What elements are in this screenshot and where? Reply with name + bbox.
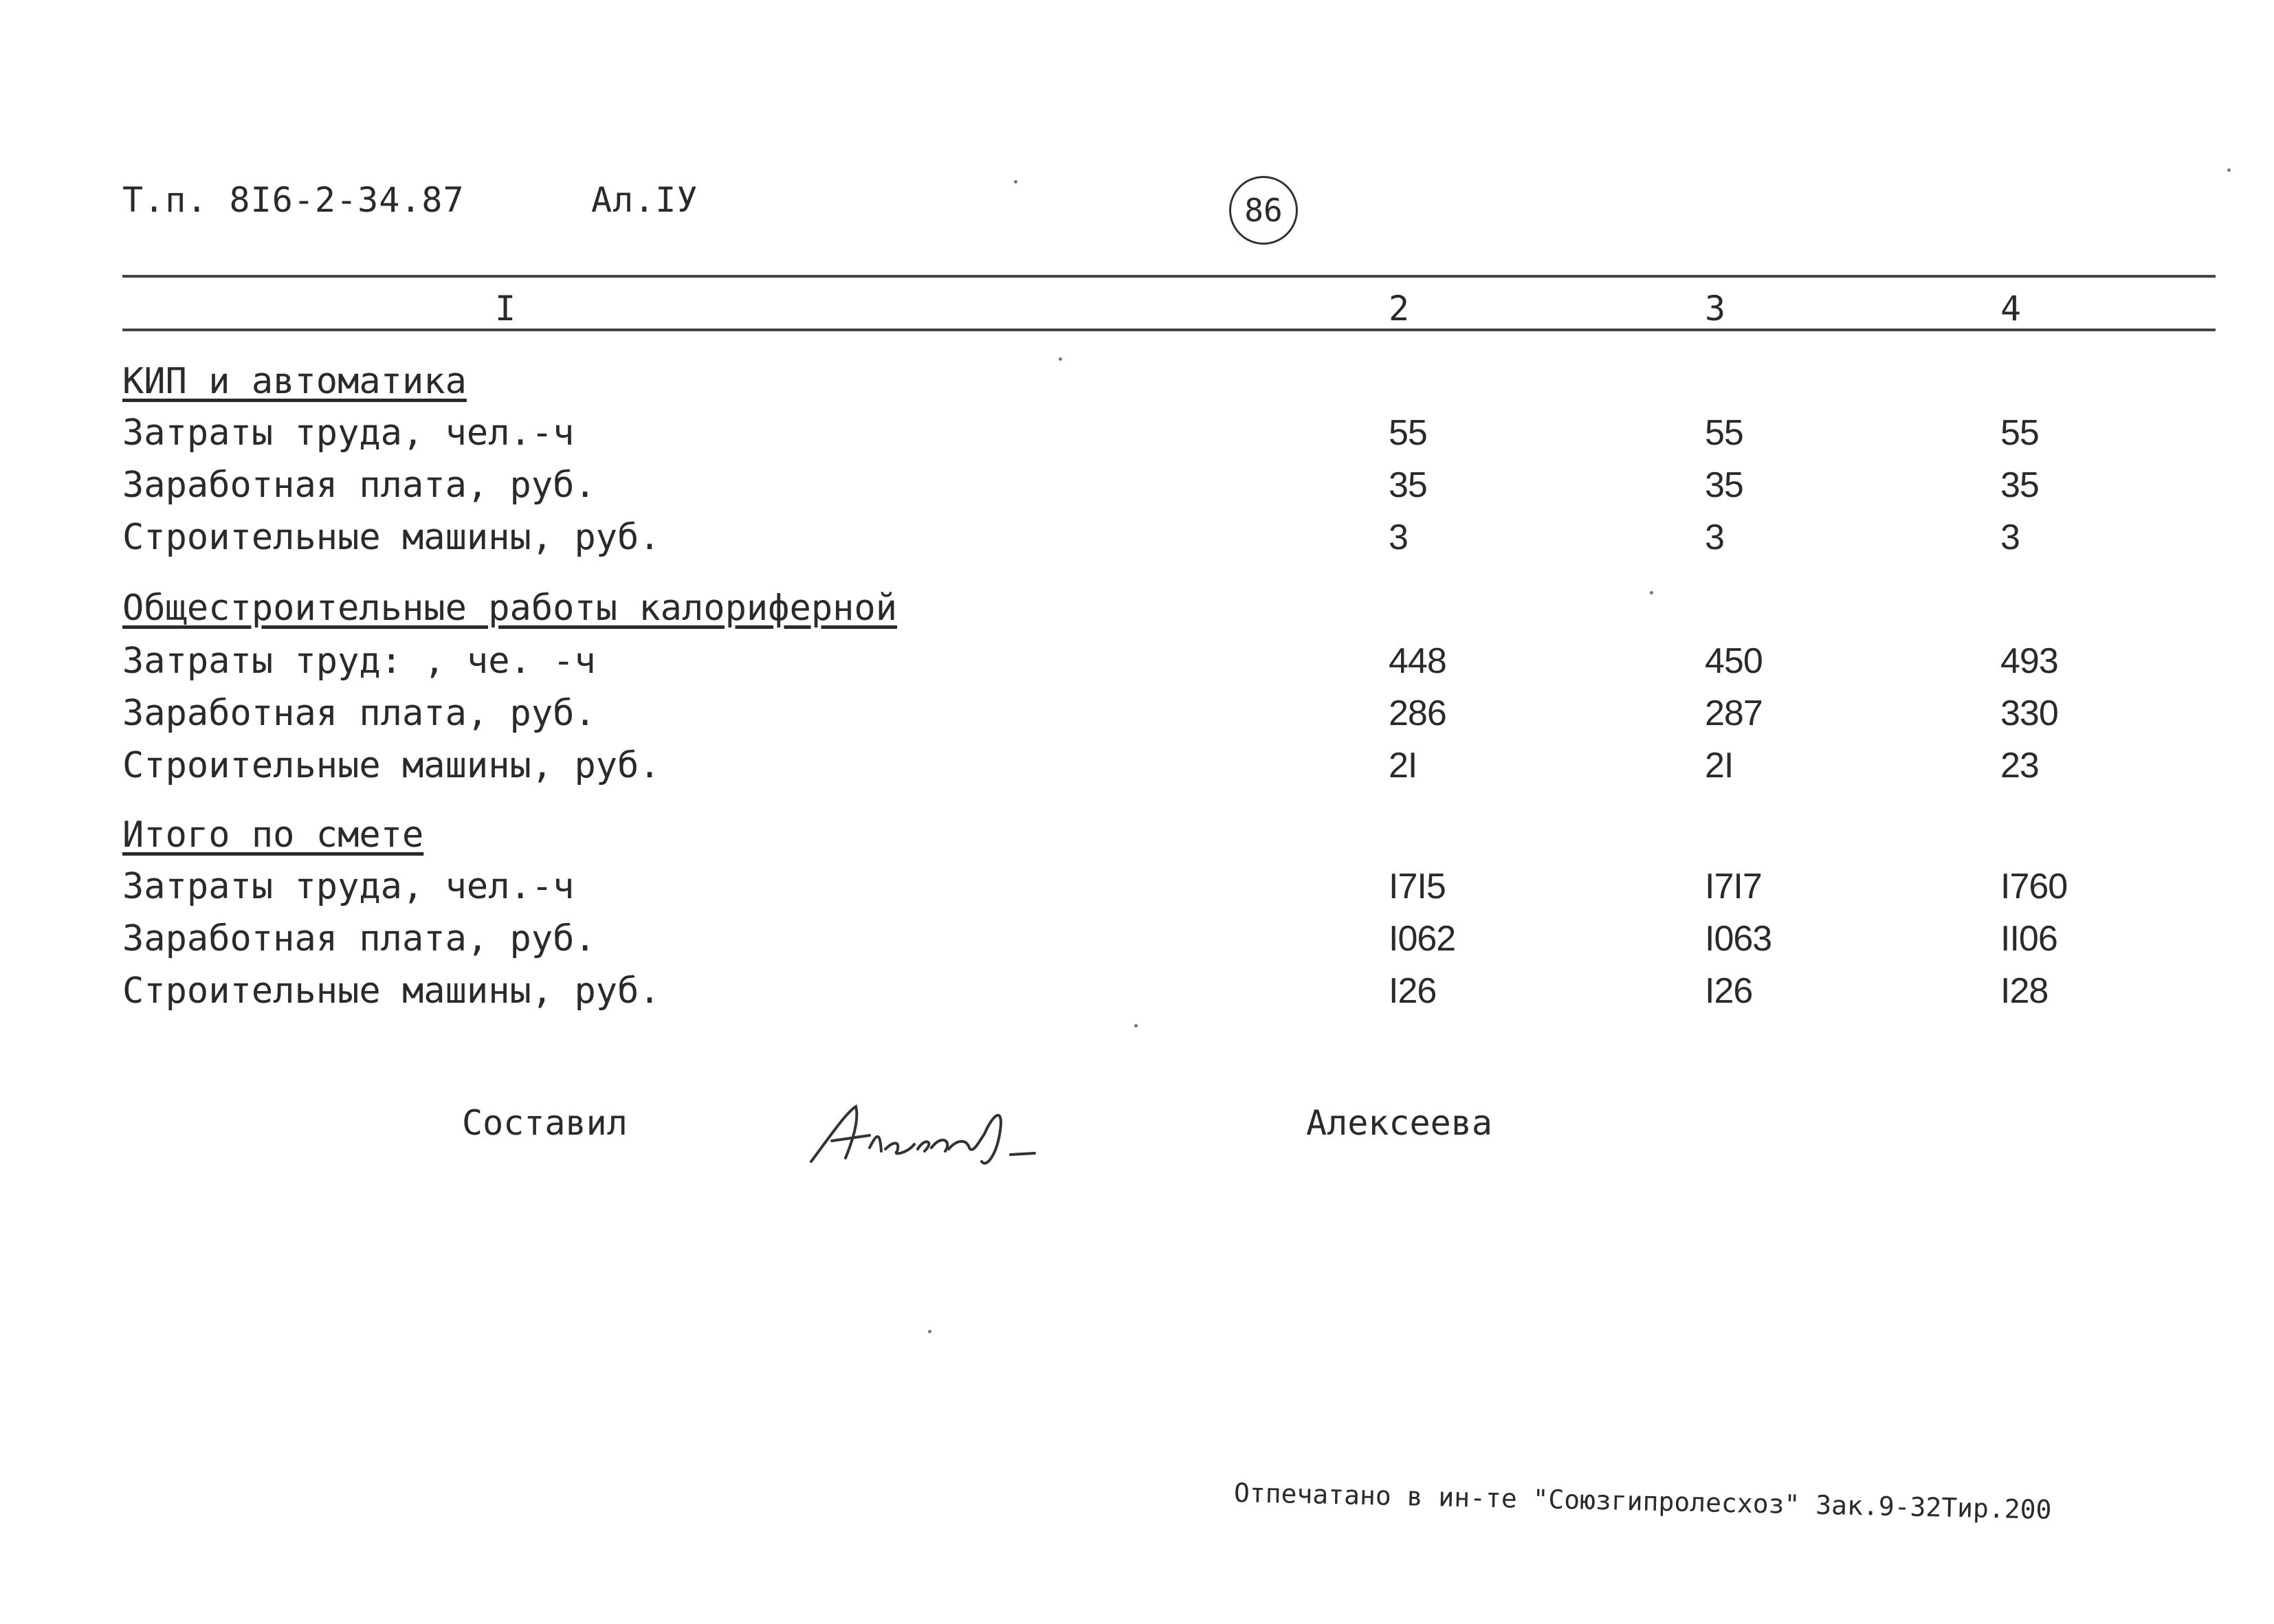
column-header-2: 2	[1389, 289, 1410, 329]
scan-speck	[1014, 180, 1017, 183]
row-label: Заработная плата, руб.	[122, 693, 596, 734]
cell-col3: I26	[1705, 971, 1753, 1011]
row-label: Затраты труд: , че. -ч	[122, 641, 596, 682]
cell-col4: II06	[2000, 919, 2057, 959]
table-row	[0, 641, 2274, 689]
cell-col3: 2I	[1705, 746, 1734, 786]
cell-col3: 35	[1705, 465, 1743, 505]
cell-col4: 35	[2000, 465, 2039, 505]
cell-col3: 450	[1705, 641, 1763, 681]
album-number: Ал.IУ	[591, 180, 698, 220]
table-row	[0, 970, 2274, 1019]
cell-col4: 23	[2000, 746, 2039, 786]
cell-col4: 493	[2000, 641, 2058, 681]
cell-col3: 55	[1705, 413, 1743, 453]
cell-col3: 287	[1705, 693, 1763, 733]
cell-col3: 3	[1705, 518, 1724, 557]
table-header-rule	[122, 329, 2216, 331]
page-number-text: 86	[1244, 192, 1283, 229]
scan-speck	[2227, 168, 2231, 172]
column-header-4: 4	[2000, 289, 2022, 329]
cell-col3: I063	[1705, 919, 1772, 959]
scan-speck	[928, 1330, 931, 1333]
row-label: Заработная плата, руб.	[122, 465, 596, 506]
cell-col4: 55	[2000, 413, 2039, 453]
table-row	[0, 412, 2274, 460]
table-row	[0, 866, 2274, 914]
scan-speck	[1650, 591, 1653, 594]
row-label: Строительные машины, руб.	[122, 970, 661, 1012]
cell-col2: 2I	[1389, 746, 1417, 786]
row-label: Строительные машины, руб.	[122, 517, 661, 558]
compiled-by-label: Составил	[462, 1103, 628, 1143]
cell-col2: 55	[1389, 413, 1427, 453]
page-number	[1229, 176, 1298, 245]
cell-col2: I062	[1389, 919, 1456, 959]
section-title-kip: КИП и автоматика	[122, 361, 467, 402]
row-label: Затраты труда, чел.-ч	[122, 866, 575, 907]
table-row	[0, 693, 2274, 741]
column-header-1: I	[495, 289, 516, 329]
cell-col2: 448	[1389, 641, 1446, 681]
cell-col2: I7I5	[1389, 867, 1446, 906]
document-code: Т.п. 8I6-2-34.87	[122, 180, 465, 220]
cell-col4: 330	[2000, 693, 2058, 733]
compiler-name: Алексеева	[1306, 1103, 1492, 1143]
scan-speck	[1059, 357, 1062, 361]
table-row	[0, 517, 2274, 565]
table-top-rule	[122, 275, 2216, 278]
cell-col2: 286	[1389, 693, 1446, 733]
table-row	[0, 745, 2274, 793]
handwritten-signature	[804, 1093, 1072, 1175]
scan-speck	[1134, 1024, 1138, 1027]
column-header-3: 3	[1705, 289, 1726, 329]
cell-col4: 3	[2000, 518, 2020, 557]
cell-col2: 35	[1389, 465, 1427, 505]
row-label: Затраты труда, чел.-ч	[122, 412, 575, 454]
cell-col3: I7I7	[1705, 867, 1762, 906]
cell-col2: 3	[1389, 518, 1408, 557]
row-label: Строительные машины, руб.	[122, 745, 661, 786]
cell-col2: I26	[1389, 971, 1437, 1011]
table-row	[0, 465, 2274, 513]
cell-col4: I28	[2000, 971, 2049, 1011]
section-title-general-construction: Общестроительные работы калориферной	[122, 588, 898, 629]
print-note: Отпечатано в ин-те "Союзгипролесхоз" Зак.9-32Тир.200	[1233, 1478, 2052, 1525]
section-title-total: Итого по смете	[122, 814, 424, 856]
row-label: Заработная плата, руб.	[122, 918, 596, 959]
cell-col4: I760	[2000, 867, 2068, 906]
table-row	[0, 918, 2274, 966]
